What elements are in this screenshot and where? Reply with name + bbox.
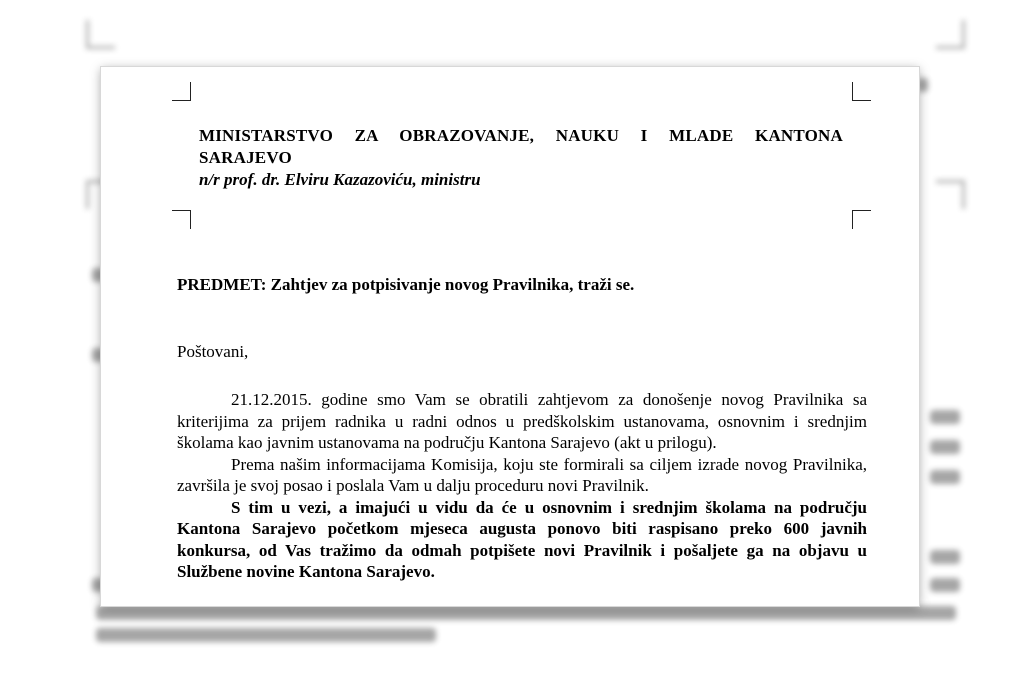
background-text-line — [930, 440, 960, 454]
background-text-line — [930, 470, 960, 484]
subject-label: PREDMET: — [177, 275, 267, 294]
background-text-line — [918, 78, 928, 92]
crop-mark-top-left — [172, 82, 191, 101]
crop-mark-bottom-right — [852, 210, 871, 229]
background-text-line — [930, 550, 960, 564]
background-crop-mark — [936, 20, 965, 49]
salutation: Poštovani, — [177, 342, 249, 361]
subject-line — [177, 275, 634, 295]
paragraph-emphasized: S tim u vezi, a imajući u vidu da će u osnovnim i srednjim školama na području Kantona Sarajevo početkom mjeseca augusta ponovo biti raspisano preko 600 javnih konkursa, od Vas tražimo da odmah potpišete novi Pravilnik i pošaljete ga na objavu u Službene novine Kantona Sarajevo. — [177, 497, 867, 581]
background-text-line — [930, 578, 960, 592]
ministry-name: MINISTARSTVO ZA OBRAZOVANJE, NAUKU I MLADE KANTONA SARAJEVO — [199, 126, 843, 167]
crop-mark-bottom-left — [172, 210, 191, 229]
background-text-line — [96, 628, 436, 642]
document-page — [101, 67, 919, 606]
background-text-line — [930, 410, 960, 424]
letter-body — [177, 389, 867, 583]
background-crop-mark — [86, 20, 115, 49]
subject-text: Zahtjev za potpisivanje novog Pravilnika, traži se. — [270, 275, 635, 294]
crop-mark-top-right — [852, 82, 871, 101]
recipient-block — [199, 125, 843, 191]
background-text-line — [96, 606, 956, 620]
paragraph: 21.12.2015. godine smo Vam se obratili zahtjevom za donošenje novog Pravilnika sa kriterijima za prijem radnika u radni odnos u predškolskim ustanovama, osnovnim i srednjim školama kao javnim ustanovama na području Kantona Sarajevo (akt u prilogu). — [177, 390, 867, 452]
background-crop-mark — [936, 180, 965, 209]
recipient-attention: n/r prof. dr. Elviru Kazazoviću, ministru — [199, 170, 481, 189]
paragraph: Prema našim informacijama Komisija, koju ste formirali sa ciljem izrade novog Pravilnika, završila je svoj posao i poslala Vam u dalju proceduru novi Pravilnik. — [177, 454, 867, 495]
